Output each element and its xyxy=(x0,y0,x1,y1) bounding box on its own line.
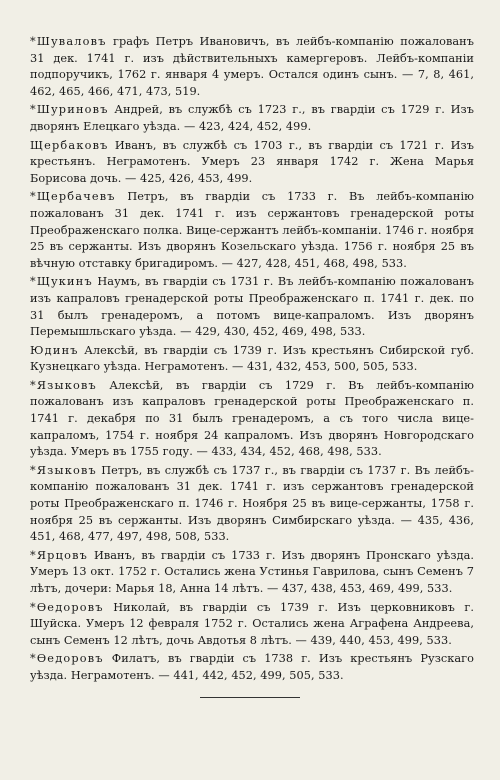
entry-text: Петръ, въ службѣ съ 1737 г., въ гвардіи съ 1737 г. Въ лейбъ-компанію пожалованъ 31 дек. 1741 г. изъ сержантовъ гренадерской роты Преображенскаго п. 1746 г. Ноября 25 въ вице-сержанты, 1758 г. ноября 25 въ сержанты. Изъ дворянъ Симбирскаго уѣзда. — 435, 436, 451, 468, 477, 497, 498, 508, 533. xyxy=(30,463,474,544)
entry-text: Наумъ, въ гвардіи съ 1731 г. Въ лейбъ-компанію пожалованъ изъ капраловъ гренадерской роты Преображенскаго п. 1741 г. дек. по 31 былъ гренадеромъ, а потомъ вице-капраломъ. Изъ дворянъ Перемышльскаго уѣзда. — 429, 430, 452, 469, 498, 533. xyxy=(30,275,474,339)
entry-name: *Щукинъ xyxy=(30,275,93,289)
entry-shchukin xyxy=(30,274,474,340)
entry-text: Алексѣй, въ гвардіи съ 1729 г. Въ лейбъ-компанію пожалованъ изъ капраловъ гренадерской роты Преображенскаго п. 1741 г. декабря по 31 былъ гренадеромъ, а съ того числа вице-капраломъ, 1754 г. ноября 24 капраломъ. Изъ дворянъ Новгородскаго уѣзда. Умеръ въ 1755 году. — 433, 434, 452, 468, 498, 533. xyxy=(30,378,474,459)
entry-text: Петръ, въ гвардіи съ 1733 г. Въ лейбъ-компанію пожалованъ 31 дек. 1741 г. изъ сержантовъ гренадерской роты Преображенскаго полка. Вице-сержантъ лейбъ-компаніи. 1746 г. ноября 25 въ сержанты. Изъ дворянъ Козельскаго уѣзда. 1756 г. ноября 25 въ вѣчную отставку бригадиромъ. — 427, 428, 451, 468, 498, 533. xyxy=(30,190,474,270)
entry-yartsov xyxy=(30,548,474,598)
entry-name: *Шуриновъ xyxy=(30,103,109,117)
entry-yazykov-petr xyxy=(30,463,474,546)
entry-text: графъ Петръ Ивановичъ, въ лейбъ-компанію пожалованъ 31 дек. 1741 г. изъ дѣйствительныхъ камергеровъ. Лейбъ-компаніи подпоручикъ, 1762 г. января 4 умеръ. Остался одинъ сынъ. — 7, 8, 461, 462, 465, 466, 471, 473, 519. xyxy=(30,35,474,98)
entry-name: *Шуваловъ xyxy=(30,35,107,48)
entry-shurinov xyxy=(30,102,474,135)
entry-name: *Ярцовъ xyxy=(30,548,89,562)
entry-name: Щербаковъ xyxy=(30,138,109,152)
entry-shuvalov xyxy=(30,34,474,100)
entry-fedorov-filat xyxy=(30,651,474,684)
entry-text: Андрей, въ службѣ съ 1723 г., въ гвардіи съ 1729 г. Изъ дворянъ Елецкаго уѣзда. — 423, 424, 452, 499. xyxy=(30,103,474,133)
entry-text: Николай, въ гвардіи съ 1739 г. Изъ церковниковъ г. Шуйска. Умеръ 12 февраля 1752 г. Остались жена Аграфена Андреева, сынъ Семенъ 12 лѣтъ, дочь Авдотья 8 лѣтъ. — 439, 440, 453, 499, 533. xyxy=(30,600,474,647)
entry-name: *Щербачевъ xyxy=(30,190,116,204)
entry-shcherbachev xyxy=(30,189,474,272)
entry-text: Алексѣй, въ гвардіи съ 1739 г. Изъ крестьянъ Сибирской губ. Кузнецкаго уѣзда. Неграмотенъ. — 431, 432, 453, 500, 505, 533. xyxy=(30,343,474,374)
entry-fedorov-nikolai xyxy=(30,600,474,650)
entry-name: *Ѳедоровъ xyxy=(30,652,104,666)
entry-name: *Ѳедоровъ xyxy=(30,600,104,614)
entry-name: Юдинъ xyxy=(30,343,79,357)
entry-text: Иванъ, въ гвардіи съ 1733 г. Изъ дворянъ Пронскаго уѣзда. Умеръ 13 окт. 1752 г. Остались жена Устинья Гаврилова, сынъ Семенъ 7 лѣтъ, дочери: Марья 18, Анна 14 лѣтъ. — 437, 438, 453, 469, 499, 533. xyxy=(30,548,474,595)
entry-text: Иванъ, въ службѣ съ 1703 г., въ гвардіи съ 1721 г. Изъ крестьянъ. Неграмотенъ. Умеръ 23 января 1742 г. Жена Марья Борисова дочь. — 425, 426, 453, 499. xyxy=(30,138,474,185)
entry-text: Филатъ, въ гвардіи съ 1738 г. Изъ крестьянъ Рузскаго уѣзда. Неграмотенъ. — 441, 442, 452, 499, 505, 533. xyxy=(30,652,474,682)
entry-yudin xyxy=(30,343,474,376)
entry-shcherbakov xyxy=(30,138,474,188)
entry-yazykov-aleksei xyxy=(30,378,474,461)
entry-name: *Языковъ xyxy=(30,463,97,477)
entry-name: *Языковъ xyxy=(30,378,97,392)
end-divider xyxy=(200,697,300,698)
